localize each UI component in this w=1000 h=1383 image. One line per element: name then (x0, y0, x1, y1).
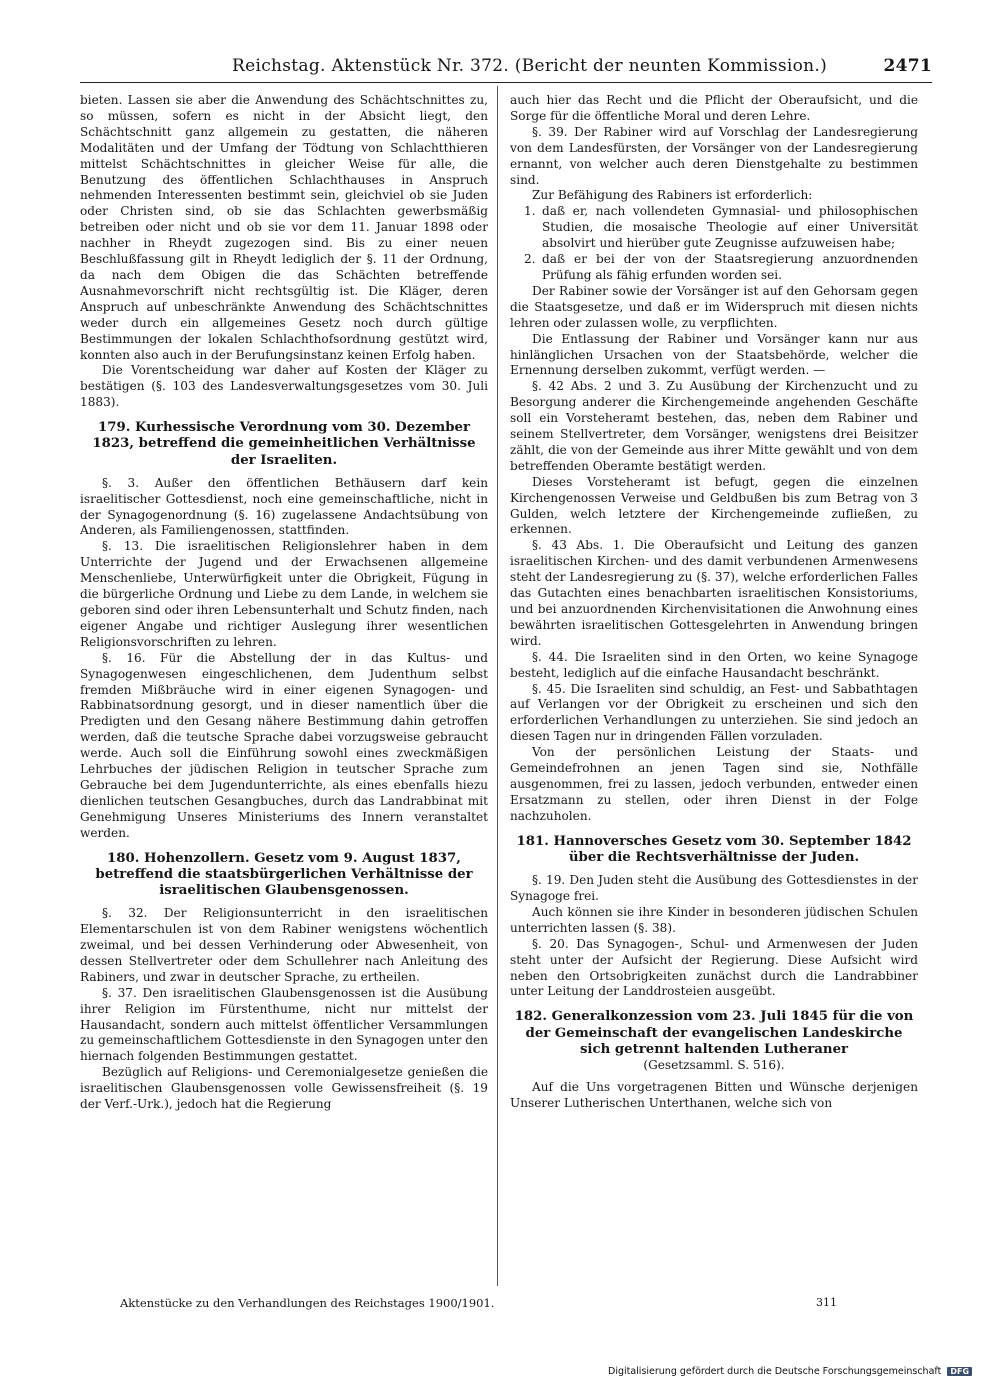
paragraph: auch hier das Recht und die Pflicht der Oberaufsicht, und die Sorge für die öffentliche Moral und deren Lehre. (510, 93, 918, 123)
paragraph: Bezüglich auf Religions- und Ceremonialgesetze genießen die israelitischen Glaubensgenossen volle Gewissensfreiheit (§. 19 der Verf.-Urk.), jedoch hat die Regierung (80, 1065, 488, 1112)
column-divider (497, 86, 498, 1286)
left-column (80, 93, 488, 1113)
paragraph: Die Vorentscheidung war daher auf Kosten der Kläger zu bestätigen (§. 103 des Landesverwaltungsgesetzes vom 30. Juli 1883). (80, 363, 488, 410)
footer-publication: Aktenstücke zu den Verhandlungen des Reichstages 1900/1901. (120, 1296, 495, 1310)
paragraph: §. 44. Die Israeliten sind in den Orten, wo keine Synagoge besteht, lediglich auf die einfache Hausandacht beschränkt. (510, 649, 918, 680)
running-title: Reichstag. Aktenstück Nr. 372. (Bericht der neunten Kommission.) (232, 56, 828, 76)
list-item (510, 252, 918, 284)
paragraph: §. 37. Den israelitischen Glaubensgenossen ist die Ausübung ihrer Religion im Fürstenthume, nicht nur mittelst der Hausandacht, sondern auch mittelst öffentlicher Versammlungen zu gemeinschaftlichem Gottesdienste in den Synagogen unter den hiernach folgenden Bestimmungen gestattet. (80, 985, 488, 1064)
footer-sheet-number: 311 (816, 1296, 837, 1309)
paragraph: Dieses Vorsteheramt ist befugt, gegen die einzelnen Kirchengenossen Verweise und Geldbußen bis zum Betrag von 3 Gulden, welch letztere der Kirchengemeinde zufließen, zu erkennen. (510, 474, 918, 537)
right-column (510, 93, 918, 1112)
paragraph: §. 3. Außer den öffentlichen Bethäusern darf kein israelitischer Gottesdienst, noch eine gemeinschaftliche, nicht in der Synagogenordnung (§. 16) zugelassene Andachtsübung von Anderen, als Familiengenossen, stattfinden. (80, 475, 488, 538)
paragraph: §. 45. Die Israeliten sind schuldig, an Fest- und Sabbathtagen auf Verlangen vor der Obrigkeit zu erscheinen und sich den erforderlichen Verhandlungen zu unterziehen. Sie sind jedoch an diesen Tagen nur in dringenden Fällen vorzuladen. (510, 681, 918, 744)
paragraph: Der Rabiner sowie der Vorsänger ist auf den Gehorsam gegen die Staatsgesetze, und daß er im Widerspruch mit diesen nichts lehren oder zulassen wolle, zu verpflichten. (510, 283, 918, 330)
paragraph: Auf die Uns vorgetragenen Bitten und Wünsche derjenigen Unserer Lutherischen Unterthanen, welche sich von (510, 1079, 918, 1110)
paragraph: bieten. Lassen sie aber die Anwendung des Schächtschnittes zu, so müssen, sofern es nicht in der Absicht liegt, den Schächtschnitt ganz allgemein zu gestatten, die näheren Modalitäten und der Umfang der Tödtung von Schlachtthieren mittelst Schächtschnittes in gleicher Weise für alle, die Benutzung des öffentlichen Schlachthauses in Anspruch nehmenden Interessenten bestimmt sein, gleichviel ob sie Juden oder Christen sind, ob sie das Schlachten gewerbsmäßig betreiben oder nicht und ob sie vor dem 11. Januar 1898 oder nachher in Rheydt zugezogen sind. Bis zu einer neuen Beschlußfassung gilt in Rheydt lediglich der §. 11 der Ordnung, da nach dem Obigen die das Schächten betreffende Ausnahmevorschrift nicht rechtsgültig ist. Die Kläger, deren Anspruch auf unbeschränkte Anwendung des Schächtschnittes weder durch ein allgemeines Gesetz noch durch gültige Bestimmungen der lokalen Schlachthofsordnung gestützt wird, konnten also auch in der Berufungsinstanz keinen Erfolg haben. (80, 93, 488, 362)
paragraph: Zur Befähigung des Rabiners ist erforderlich: (532, 188, 813, 203)
list-number: 1. (524, 204, 536, 219)
section-subheading-182: (Gesetzsamml. S. 516). (643, 1057, 785, 1072)
list-item-text: daß er bei der von der Staatsregierung anzuordnenden Prüfung als fähig erfunden worden sei. (542, 252, 918, 282)
page-number: 2471 (883, 56, 932, 76)
page-header (232, 52, 932, 78)
paragraph: §. 20. Das Synagogen-, Schul- und Armenwesen der Juden steht unter der Aufsicht der Regierung. Diese Aufsicht wird neben den Ortsobrigkeiten zunächst durch die Landrabbiner unter Leitung der Landdrosteien ausgeübt. (510, 936, 918, 999)
section-heading-179: 179. Kurhessische Verordnung vom 30. Dezember 1823, betreffend die gemeinheitlichen Verhältnisse der Israeliten. (92, 420, 476, 468)
paragraph: Die Entlassung der Rabiner und Vorsänger kann nur aus hinlänglichen Ursachen von der Staatsbehörde, welcher die Ernennung derselben zukommt, verfügt werden. — (510, 331, 918, 378)
section-heading-182: 182. Generalkonzession vom 23. Juli 1845 für die von der Gemeinschaft der evangelischen Landeskirche sich getrennt haltenden Lutheraner (514, 1009, 914, 1057)
paragraph: §. 13. Die israelitischen Religionslehrer haben in dem Unterrichte der Jugend und der Erwachsenen allgemeine Menschenliebe, Unterwürfigkeit unter die Obrigkeit, Fügung in die bürgerliche Ordnung und Liebe zu dem Lande, in welchem sie geboren sind oder ihren Lebensunterhalt und Schutz finden, nach eigener Angabe und richtiger Auslegung ihrer wesentlichen Religionsvorschriften zu lehren. (80, 539, 488, 649)
paragraph: Auch können sie ihre Kinder in besonderen jüdischen Schulen unterrichten lassen (§. 38). (510, 904, 918, 935)
paragraph: §. 43 Abs. 1. Die Oberaufsicht und Leitung des ganzen israelitischen Kirchen- und des damit verbundenen Armenwesens steht der Landesregierung zu (§. 37), welche erforderlichen Falles das Gutachten eines benachbarten israelitischen Konsistoriums, und bei anzuordnenden Kirchenvisitationen die Anwohnung eines bewährten israelitischen Gottesgelehrten in Anwendung bringen wird. (510, 538, 918, 648)
funding-notice (608, 1366, 972, 1377)
paragraph: §. 16. Für die Abstellung der in das Kultus- und Synagogenwesen eingeschlichenen, dem Judenthum selbst fremden Mißbräuche wird in einer eigenen Synagogen- und Rabbinatsordnung gesorgt, und in dieser namentlich über die Predigten und den Gesang nähere Bestimmung dahin getroffen werden, daß die teutsche Sprache dabei vorzugsweise gebraucht werde. Auch soll die Einführung sowohl eines zweckmäßigen Lehrbuches der jüdischen Religion in teutscher Sprache zum Gebrauche bei dem Jugendunterrichte, als eines ebenfalls hiezu dienlichen teutschen Gesangbuches, durch das Landrabbinat mit Genehmigung Unseres Ministeriums des Innern veranstaltet werden. (80, 650, 488, 840)
requirements-list (510, 204, 918, 284)
section-heading-180: 180. Hohenzollern. Gesetz vom 9. August 1837, betreffend die staatsbürgerlichen Verhältnisse der israelitischen Glaubensgenossen. (95, 850, 473, 898)
list-item-text: daß er, nach vollendeten Gymnasial- und philosophischen Studien, die mosaische Theologie auf einer Universität absolvirt und hierüber gute Zeugnisse aufzuweisen habe; (542, 204, 918, 251)
paragraph: §. 32. Der Religionsunterricht in den israelitischen Elementarschulen ist von dem Rabiner wenigstens wöchentlich zweimal, und bei dessen Verhinderung oder Abwesenheit, von dessen Stellvertreter oder dem Schullehrer nach Anleitung des Rabiners, und zwar in deutscher Sprache, zu ertheilen. (80, 906, 488, 984)
dfg-logo-icon: DFG (947, 1367, 972, 1376)
funding-notice-text: Digitalisierung gefördert durch die Deutsche Forschungsgemeinschaft (608, 1366, 942, 1377)
paragraph: §. 42 Abs. 2 und 3. Zu Ausübung der Kirchenzucht und zu Besorgung anderer die Kirchengemeinde angehenden Geschäfte soll ein Vorsteheramt bestehen, das, neben dem Rabiner und seinem Stellvertreter, dem Vorsänger, wenigstens drei Beisitzer zählt, die von der Gemeinde aus ihrer Mitte gewählt und von dem betreffenden Oberamte bestätigt werden. (510, 379, 918, 473)
paragraph: §. 19. Den Juden steht die Ausübung des Gottesdienstes in der Synagoge frei. (510, 873, 918, 903)
header-rule (80, 82, 932, 83)
list-number: 2. (524, 252, 536, 267)
section-heading-181: 181. Hannoversches Gesetz vom 30. September 1842 über die Rechtsverhältnisse der Juden. (516, 833, 912, 865)
paragraph: §. 39. Der Rabiner wird auf Vorschlag der Landesregierung von dem Landesfürsten, der Vorsänger von der Landesregierung ernannt, von welcher auch deren Dienstgehalte zu bestimmen sind. (510, 124, 918, 187)
list-item (510, 204, 918, 252)
paragraph: Von der persönlichen Leistung der Staats- und Gemeindefrohnen an jenen Tagen sind sie, Nothfälle ausgenommen, frei zu lassen, jedoch verbunden, entweder einen Ersatzmann zu stellen, oder ihren Dienst in der Folge nachzuholen. (510, 745, 918, 823)
